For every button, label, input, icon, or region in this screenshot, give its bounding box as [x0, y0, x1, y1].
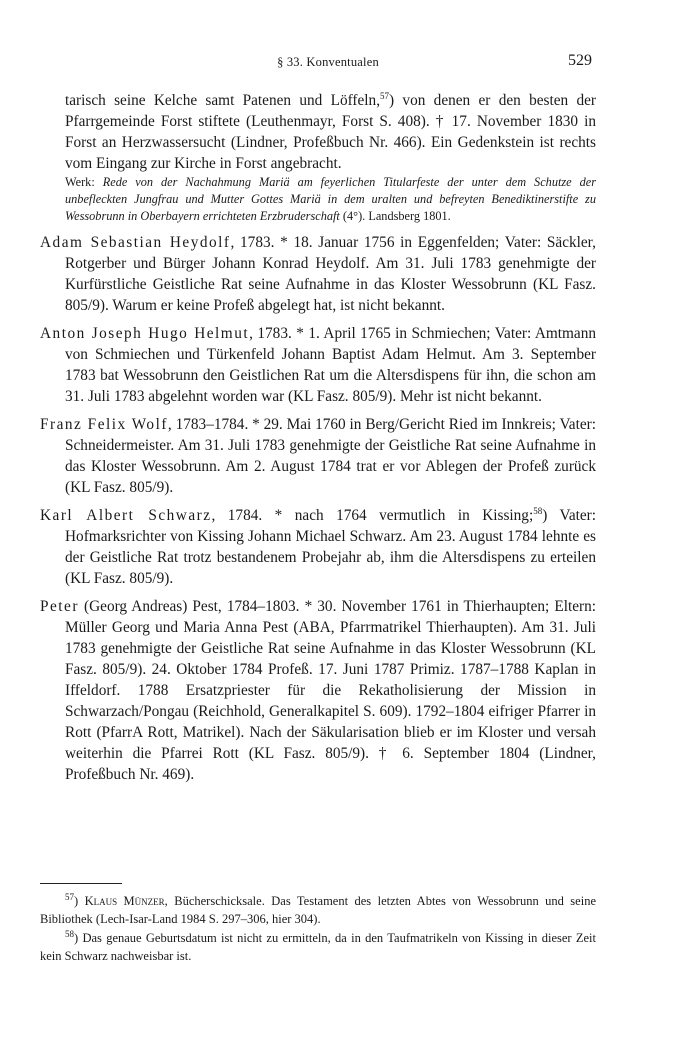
footnotes [40, 893, 596, 967]
main-text [40, 90, 596, 785]
entry-name: Anton Joseph Hugo Helmut [40, 325, 250, 342]
entry-text: , 1783–1784. * 29. Mai 1760 in Berg/Gericht Ried im Innkreis; Vater: Schneidermeister. Am 31. Juli 1783 genehmigte der Geistliche Rat seine Aufnahme in das Kloster Wessobrunn. Am 2. August 1784 trat er vor Ablegen der Profeß zurück (KL Fasz. 805/9). [65, 416, 596, 496]
work-rest: (4°). Landsberg 1801. [339, 209, 451, 223]
page-number: 529 [568, 52, 592, 69]
entry-name: Adam Sebastian Heydolf [40, 234, 231, 251]
intro-text-b: ) von denen er den besten der Pfarrgemeinde Forst stiftete (Leuthenmayr, Forst S. 408). † 17. November 1830 in Forst an Herzwassersucht (Lindner, Profeßbuch Nr. 466). Ein Gedenkstein ist rechts vom Eingang zur Kirche in Forst angebracht. [65, 92, 597, 172]
footnote-number: 57 [65, 891, 74, 902]
footnote-ref-57: 57 [380, 90, 390, 101]
entry-helmut [40, 323, 596, 407]
entry-text: (Georg Andreas) Pest, 1784–1803. * 30. November 1761 in Thierhaupten; Eltern: Müller Georg und Maria Anna Pest (ABA, Pfarrmatrikel Thierhaupten). Am 31. Juli 1783 genehmigte der Geistliche Rat seine Aufnahme in das Kloster Wessobrunn (KL Fasz. 805/9). 24. Oktober 1784 Profeß. 17. Juni 1787 Primiz. 1787–1788 Kaplan in Iffeldorf. 1788 Ersatzpriester für die Rekatholisierung der Mission in Schwarzach/Pongau (Reichhold, Generalkapitel S. 609). 1792–1804 eifriger Pfarrer in Rott (PfarrA Rott, Matrikel). Nach der Säkularisation blieb er im Kloster und versah weiterhin die Pfarrei Rott (KL Fasz. 805/9). † 6. September 1804 (Lindner, Profeßbuch Nr. 469). [65, 598, 596, 783]
entry-heydolf [40, 232, 596, 316]
work-citation [40, 174, 596, 225]
work-title: Rede von der Nachahmung Mariä am feyerlichen Titularfeste der unter dem Schutze der unbefleckten Jungfrau und Mutter Gottes Mariä in dem uralten und befreyten Benediktinerstifte zu Wessobrunn in Oberbayern errichteten Erzbruderschaft [65, 175, 596, 223]
footnote-ref-58: 58 [533, 505, 543, 516]
footnote-author: Klaus Münzer [84, 894, 165, 908]
footnote-57: $^{57}$) Klaus Münzer, Bücherschicksale. Das Testament des letzten Abtes von Wessobrunn und seine Bibliothek (Lech-Isar-Land 1984 S. 297–306, hier 304). [40, 891, 596, 926]
entry-schwarz [40, 505, 596, 589]
work-label: Werk: [65, 175, 95, 189]
entry-name: Peter [40, 598, 79, 615]
footnote-58: $^{58}$) Das genaue Geburtsdatum ist nicht zu ermitteln, da in den Taufmatrikeln von Kissing in dieser Zeit kein Schwarz nachweisbar ist. [40, 928, 596, 963]
entry-text: , 1783. * 1. April 1765 in Schmiechen; Vater: Amtmann von Schmiechen und Türkenfeld Johann Baptist Adam Helmut. Am 3. September 1783 bat Wessobrunn den Geistlichen Rat um die Altersdispens für ihn, die schon am 31. Juli 1783 abgelehnt worden war (KL Fasz. 805/9). Mehr ist nicht bekannt. [65, 325, 597, 405]
entry-name: Franz Felix Wolf [40, 416, 168, 433]
entry-wolf [40, 414, 596, 498]
footnote-text: , Bücherschicksale. Das Testament des letzten Abtes von Wessobrunn und seine Bibliothek (Lech-Isar-Land 1984 S. 297–306, hier 304). [40, 894, 596, 926]
entry-text: , 1783. * 18. Januar 1756 in Eggenfelden; Vater: Säckler, Rotgerber und Bürger Johann Konrad Heydolf. Am 31. Juli 1783 genehmigte der Kurfürstliche Geistliche Rat seine Aufnahme in das Kloster Wessobrunn (KL Fasz. 805/9). Warum er keine Profeß abgelegt hat, ist nicht bekannt. [65, 234, 596, 314]
entry-name: Karl Albert Schwarz [40, 507, 212, 524]
footnote-number: 58 [65, 928, 74, 939]
intro-text-a: tarisch seine Kelche samt Patenen und Löffeln, [65, 92, 381, 109]
entry-text: , 1784. * nach 1764 vermutlich in Kissing; [211, 507, 534, 524]
entry-pest [40, 596, 596, 785]
entry-text-cont: ) Vater: Hofmarksrichter von Kissing Johann Michael Schwarz. Am 23. August 1784 lehnte es der Geistliche Rat trotz bestandenem Probejahr ab, ihm die Altersdispens zu erteilen (KL Fasz. 805/9). [65, 507, 596, 587]
running-header [64, 52, 592, 72]
footnote-text: Das genaue Geburtsdatum ist nicht zu ermitteln, da in den Taufmatrikeln von Kissing in dieser Zeit kein Schwarz nachweisbar ist. [40, 931, 596, 963]
section-title: § 33. Konventualen [277, 55, 379, 69]
footnote-divider [40, 883, 122, 884]
intro-paragraph [40, 90, 596, 174]
